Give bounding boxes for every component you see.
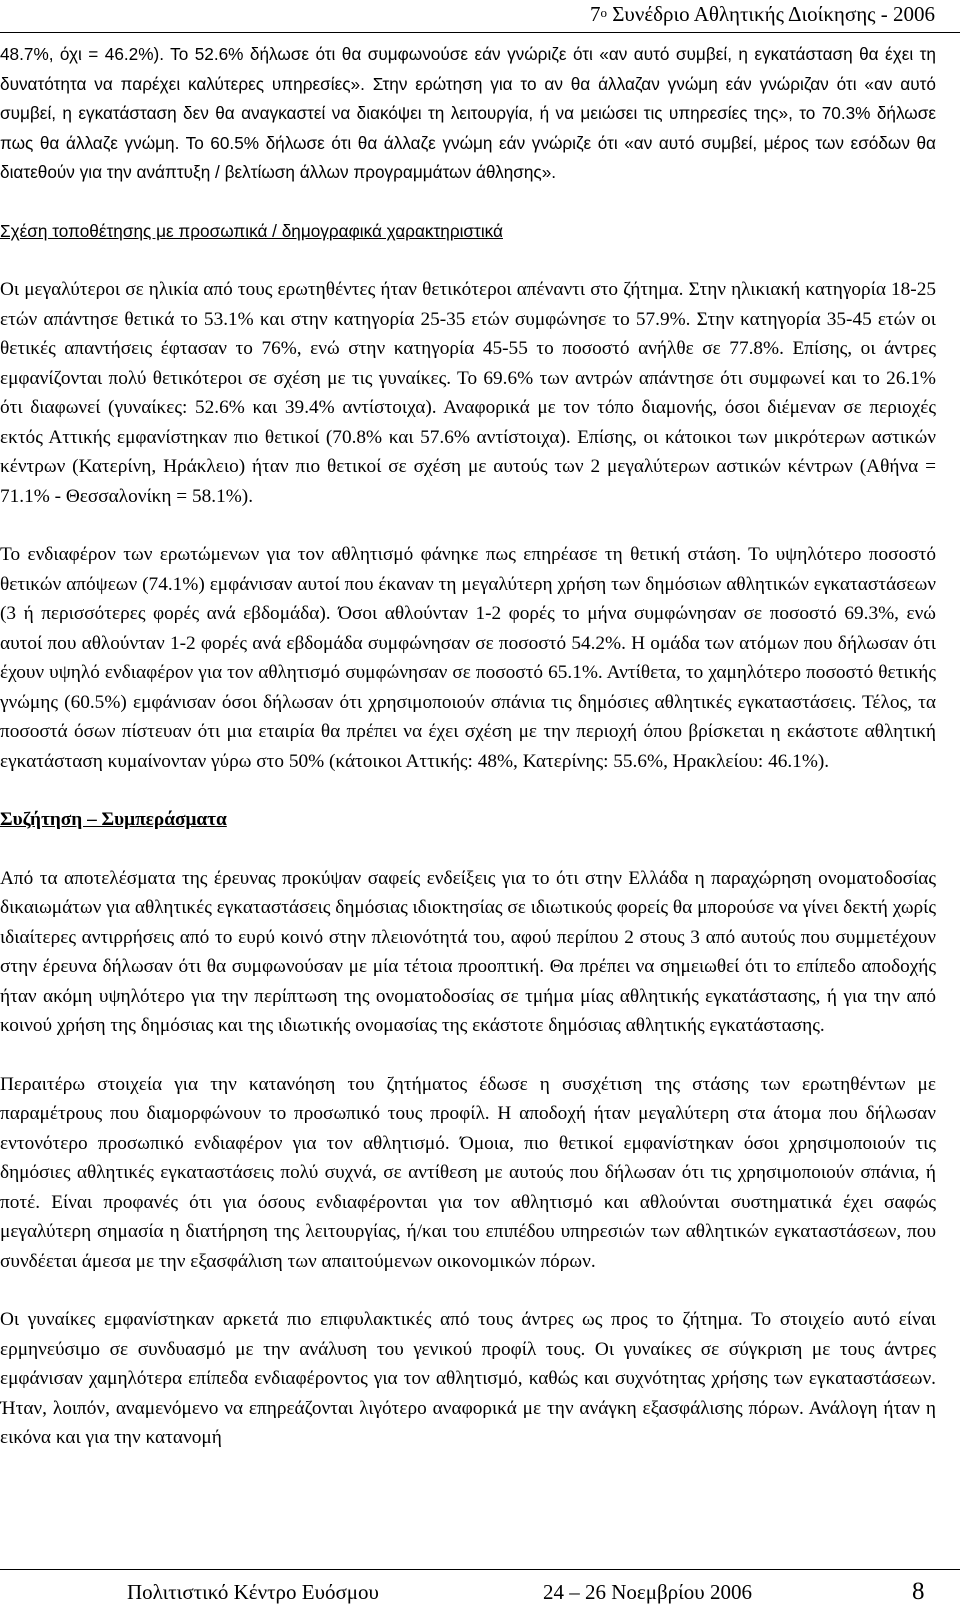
conference-number: 7: [589, 2, 601, 26]
conference-ordinal: ο: [600, 5, 607, 20]
section-heading-demographics: Σχέση τοποθέτησης με προσωπικά / δημογραφικά χαρακτηριστικά: [0, 220, 503, 241]
section-heading-discussion: Συζήτηση – Συμπεράσματα: [0, 809, 227, 830]
paragraph-profile-correlation: Περαιτέρω στοιχεία για την κατανόηση του ζητήματος έδωσε η συσχέτιση της στάσης των ερωτηθέντων με παραμέτρους που διαμορφώνουν το προσωπικό τους προφίλ. Η αποδοχή ήταν μεγαλύτερη στα άτομα που δήλωσαν εντονότερο προσωπικό ενδιαφέρον για τον αθλητισμό. Όμοια, πιο θετικοί εμφανίστηκαν όσοι χρησιμοποιούν τις δημόσιες αθλητικές εγκαταστάσεις πολύ συχνά, σε αντίθεση με αυτούς που δήλωσαν ότι τις χρησιμοποιούν σπάνια, ή ποτέ. Είναι προφανές ότι για όσους ενδιαφέρονται για τον αθλητισμό και αθλούνται συστηματικά έχει σαφώς μεγαλύτερη σημασία η διατήρηση της λειτουργίας, ή/και του επιπέδου υπηρεσιών των αθλητικών εγκαταστάσεων, που συνδέεται άμεσα με την εξασφάλιση των απαιτούμενων οικονομικών πόρων.: [0, 1073, 936, 1272]
footer-venue: Πολιτιστικό Κέντρο Ευόσμου: [127, 1580, 379, 1604]
page-footer: [0, 1569, 960, 1617]
paragraph-demographics: Οι μεγαλύτεροι σε ηλικία από τους ερωτηθέντες ήταν θετικότεροι απέναντι στο ζήτημα. Στην ηλικιακή κατηγορία 18-25 ετών απάντησε θετικά το 53.1% και στην κατηγορία 25-35 ετών συμφώνησε το 57.9%. Στην κατηγορία 35-45 ετών οι θετικές απαντήσεις έφτασαν το 76%, ενώ στην κατηγορία 45-55 το ποσοστό ανήλθε σε 77.8%. Επίσης, οι άντρες εμφανίζονται πολύ θετικότεροι σε σχέση με τις γυναίκες. Το 69.6% των αντρών απάντησε ότι συμφωνεί και το 26.1% ότι διαφωνεί (γυναίκες: 52.6% και 39.4% αντίστοιχα). Αναφορικά με τον τόπο διαμονής, όσοι διέμεναν σε περιοχές εκτός Αττικής εμφανίστηκαν πιο θετικοί (70.8% και 57.6% αντίστοιχα). Επίσης, οι κάτοικοι των μικρότερων αστικών κέντρων (Κατερίνη, Ηράκλειο) ήταν πιο θετικοί σε σχέση με αυτούς των 2 μεγαλύτερων αστικών κέντρων (Αθήνα = 71.1% - Θεσσαλονίκη = 58.1%).: [0, 279, 936, 507]
page-header: [0, 0, 960, 42]
footer-divider: [0, 1569, 960, 1570]
conference-name: Συνέδριο Αθλητικής Διοίκησης - 2006: [606, 2, 935, 26]
paragraph-survey-results: 48.7%, όχι = 46.2%). Το 52.6% δήλωσε ότι θα συμφωνούσε εάν γνώριζε ότι «αν αυτό συμβεί, η εγκατάσταση θα έχει τη δυνατότητα να παρέχει καλύτερες υπηρεσίες». Στην ερώτηση για το αν θα άλλαζαν γνώμη εάν γνώριζαν ότι «αν αυτό συμβεί, η εγκατάσταση δεν θα αναγκαστεί να διακόψει τη λειτουργία, ή να μειώσει τις υπηρεσίες της», το 70.3% δήλωσε πως θα άλλαζε γνώμη. Το 60.5% δήλωσε ότι θα άλλαζε γνώμη εάν γνώριζε ότι «αν αυτό συμβεί, μέρος των εσόδων θα διατεθούν για την ανάπτυξη / βελτίωση άλλων προγραμμάτων άθλησης».: [0, 44, 936, 182]
paragraph-conclusions: Από τα αποτελέσματα της έρευνας προκύψαν σαφείς ενδείξεις για το ότι στην Ελλάδα η παραχώρηση ονοματοδοσίας δικαιωμάτων για αθλητικές εγκαταστάσεις δημόσιας ιδιοκτησίας σε ιδιωτικούς φορείς θα μπορούσε να γίνει δεκτή χωρίς ιδιαίτερες αντιρρήσεις από το ευρύ κοινό στην πλειονότητά του, αφού περίπου 2 στους 3 από αυτούς που συμμετέχουν στην έρευνα δήλωσαν ότι θα συμφωνούσαν με μία τέτοια προοπτική. Θα πρέπει να σημειωθεί ότι το επίπεδο αποδοχής ήταν ακόμη υψηλότερο για την περίπτωση της ονοματοδοσίας σε τμήμα μίας αθλητικής εγκατάστασης, ή για την από κοινού χρήση της δημόσιας και της ιδιωτικής ονομασίας της εκάστοτε δημόσιας αθλητικής εγκατάστασης.: [0, 867, 936, 1036]
conference-title: [590, 2, 935, 26]
paragraph-sport-interest: Το ενδιαφέρον των ερωτώμενων για τον αθλητισμό φάνηκε πως επηρέασε τη θετική στάση. Το υψηλότερο ποσοστό θετικών απόψεων (74.1%) εμφάνισαν αυτοί που έκαναν τη μεγαλύτερη χρήση των δημόσιων αθλητικών εγκαταστάσεων (3 ή περισσότερες φορές ανά εβδομάδα). Όσοι αθλούνταν 1-2 φορές το μήνα συμφώνησαν σε ποσοστό 69.3%, ενώ αυτοί που αθλούνταν 1-2 φορές ανά εβδομάδα συμφώνησαν σε ποσοστό 54.2%. Η ομάδα των ατόμων που δήλωσαν ότι έχουν υψηλό ενδιαφέρον για τον αθλητισμό συμφώνησαν σε ποσοστό 65.1%. Αντίθετα, το χαμηλότερο ποσοστό θετικής γνώμης (60.5%) εμφάνισαν όσοι δήλωσαν ότι χρησιμοποιούν σπάνια τις δημόσιες αθλητικές εγκαταστάσεις. Τέλος, τα ποσοστά όσων πίστευαν ότι μια εταιρία θα πρέπει να έχει σχέση με την περιοχή όπου βρίσκεται η εκάστοτε αθλητική εγκατάσταση κυμαίνονταν γύρω στο 50% (κάτοικοι Αττικής: 48%, Κατερίνης: 55.6%, Ηρακλείου: 46.1%).: [0, 544, 936, 772]
page-body: [0, 40, 936, 1482]
page-number: 8: [912, 1578, 925, 1605]
header-divider: [0, 32, 960, 33]
paragraph-gender-differences: Οι γυναίκες εμφανίστηκαν αρκετά πιο επιφυλακτικές από τους άντρες ως προς το ζήτημα. Το στοιχείο αυτό είναι ερμηνεύσιμο σε συνδυασμό με την ανάλυση του γενικού προφίλ τους. Οι γυναίκες σε σύγκριση με τους άντρες εμφάνισαν χαμηλότερα επίπεδα ενδιαφέροντος για τον αθλητισμό, καθώς και συχνότητας χρήσης των εγκαταστάσεων. Ήταν, λοιπόν, αναμενόμενο να επηρεάζονται λιγότερο αναφορικά με την ανάγκη εξασφάλισης πόρων. Ανάλογη ήταν η εικόνα και για την κατανομή: [0, 1309, 936, 1448]
footer-dates: 24 – 26 Νοεμβρίου 2006: [543, 1580, 752, 1604]
